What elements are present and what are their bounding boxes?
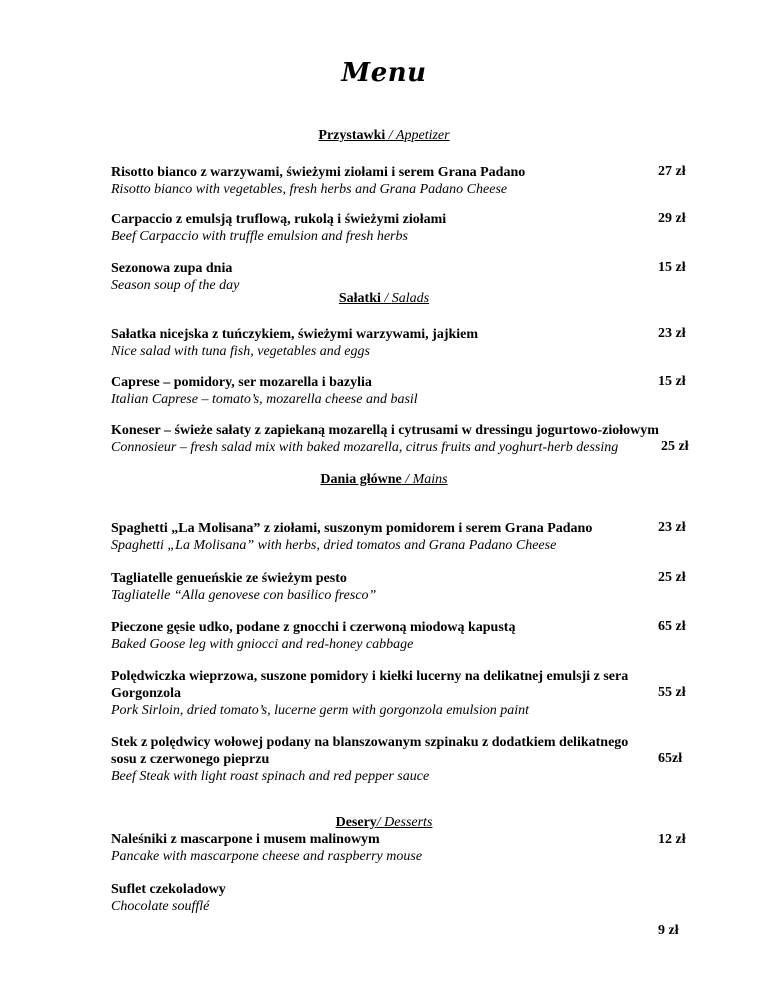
menu-item-name: Risotto bianco z warzywami, świeżymi ziołami i serem Grana Padano (111, 165, 526, 180)
menu-item-name: Sałatka nicejska z tuńczykiem, świeżymi warzywami, jajkiem (111, 327, 479, 342)
menu-item-price: 15 zł (658, 260, 686, 275)
section-title-en: Desserts (384, 815, 433, 830)
menu-item-name: Caprese – pomidory, ser mozarella i bazylia (111, 375, 372, 390)
menu-item-price: 27 zł (658, 164, 686, 179)
menu-item-description: Pancake with mascarpone cheese and raspberry mouse (111, 849, 423, 864)
menu-item-description: Spaghetti „La Molisana” with herbs, dried tomatos and Grana Padano Cheese (111, 538, 557, 553)
menu-item-description: Beef Steak with light roast spinach and red pepper sauce (111, 769, 430, 784)
menu-item-price: 9 zł (658, 923, 679, 938)
section-title-en: Appetizer (395, 128, 450, 143)
section-header-mains: Dania główne / Mains (320, 472, 448, 487)
menu-item-name: Stek z polędwicy wołowej podany na blanszowanym szpinaku z dodatkiem delikatnego sosu z czerwonego pieprzu (111, 735, 629, 767)
section-title-pl: Desery (335, 815, 377, 830)
menu-item-price: 55 zł (658, 685, 686, 700)
menu-item-name: Koneser – świeże sałaty z zapiekaną mozarellą i cytrusami w dressingu jogurtowo-ziołowym (111, 423, 659, 438)
section-title-pl: Dania główne (320, 472, 402, 487)
menu-item-description: Season soup of the day (111, 278, 240, 293)
section-header-appetizer: Przystawki / Appetizer (318, 128, 450, 143)
section-header-salads: Sałatki / Salads (338, 291, 430, 306)
menu-item-price: 65zł (658, 751, 683, 766)
section-header-desserts: Desery/ Desserts (335, 815, 433, 830)
menu-item-price: 65 zł (658, 619, 686, 634)
menu-item-description: Pork Sirloin, dried tomato’s, lucerne germ with gorgonzola emulsion paint (111, 703, 530, 718)
menu-item-name: Tagliatelle genueńskie ze świeżym pesto (111, 571, 347, 586)
menu-item-description: Chocolate soufflé (111, 899, 210, 914)
section-title-pl: Sałatki (338, 291, 381, 306)
menu-item-name: Spaghetti „La Molisana” z ziołami, suszonym pomidorem i serem Grana Padano (111, 521, 593, 536)
menu-item-name: Pieczone gęsie udko, podane z gnocchi i czerwoną miodową kapustą (111, 620, 516, 635)
menu-item-description: Tagliatelle “Alla genovese con basilico fresco” (111, 588, 377, 603)
section-title-en: Mains (412, 472, 448, 487)
menu-item-description: Connosieur – fresh salad mix with baked mozarella, citrus fruits and yoghurt-herb dessing (111, 440, 619, 455)
menu-item-price: 23 zł (658, 326, 686, 341)
menu-item-price: 25 zł (658, 570, 686, 585)
menu-item-name: Suflet czekoladowy (111, 882, 226, 897)
section-title-en: Salads (391, 291, 430, 306)
menu-item-description: Nice salad with tuna fish, vegetables and eggs (111, 344, 370, 359)
menu-item-description: Italian Caprese – tomato’s, mozarella cheese and basil (111, 392, 418, 407)
menu-title: Menu (341, 58, 427, 88)
menu-item-name: Polędwiczka wieprzowa, suszone pomidory i kiełki lucerny na delikatnej emulsji z sera Gorgonzola (111, 669, 629, 701)
menu-item-name: Sezonowa zupa dnia (111, 261, 233, 276)
menu-item-description: Baked Goose leg with gniocci and red-honey cabbage (111, 637, 414, 652)
menu-item-price: 25 zł (661, 439, 689, 454)
menu-item-price: 15 zł (658, 374, 686, 389)
menu-item-description: Beef Carpaccio with truffle emulsion and fresh herbs (111, 229, 408, 244)
menu-item-name: Naleśniki z mascarpone i musem malinowym (111, 832, 380, 847)
menu-item-price: 23 zł (658, 520, 686, 535)
section-title-pl: Przystawki (318, 128, 386, 143)
menu-item-name: Carpaccio z emulsją truflową, rukolą i świeżymi ziołami (111, 212, 447, 227)
menu-item-description: Risotto bianco with vegetables, fresh herbs and Grana Padano Cheese (111, 182, 508, 197)
menu-item-price: 12 zł (658, 832, 686, 847)
menu-item-price: 29 zł (658, 211, 686, 226)
